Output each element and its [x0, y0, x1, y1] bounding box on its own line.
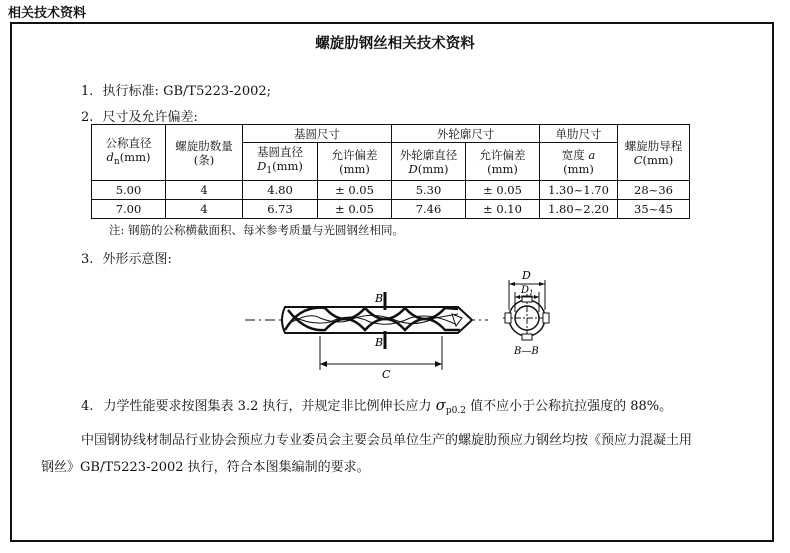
- section-label-b-top: B: [375, 292, 384, 305]
- pitch-label-c: C: [382, 368, 391, 381]
- header-outer-contour: 外轮廓尺寸: [392, 125, 540, 143]
- header-tolerance-2: 允许偏差 (mm): [466, 143, 540, 181]
- table-row: 7.00 4 6.73 ± 0.05 7.46 ± 0.10 1.80~2.20 35~45: [92, 200, 690, 219]
- cross-section: [503, 294, 551, 342]
- item-1-label: 执行标准:: [102, 84, 159, 99]
- item-1-num: 1.: [81, 84, 94, 99]
- item-2-num: 2.: [81, 110, 94, 125]
- paragraph-line-1: 中国钢协线材制品行业协会预应力专业委员会主要会员单位生产的螺旋肋预应力钢丝均按《预应力混凝土用: [81, 433, 693, 448]
- header-tolerance-1: 允许偏差 (mm): [318, 143, 392, 181]
- outer-diameter-label: D: [522, 269, 531, 282]
- header-outer-diameter: 外轮廓直径 D(mm): [392, 143, 466, 181]
- item-4: [81, 395, 672, 416]
- header-base-diameter: 基圆直径 $D_1(mm)$: [243, 143, 318, 181]
- header-rib-count: 螺旋肋数量 (条): [166, 125, 243, 181]
- item-3-num: 3.: [81, 252, 94, 267]
- base-diameter-label: $D_1$: [521, 285, 534, 297]
- item-4-num: 4.: [81, 399, 94, 414]
- header-base-circle: 基圆尺寸: [243, 125, 392, 143]
- page-header: 相关技术资料: [8, 6, 87, 21]
- header-lead: 螺旋肋导程 C(mm): [618, 125, 690, 181]
- wire-body: [282, 307, 472, 333]
- section-bb-label: B—B: [514, 346, 539, 357]
- sigma-symbol: σ: [435, 396, 446, 414]
- doc-title: 螺旋肋钢丝相关技术资料: [315, 36, 475, 52]
- section-label-b-bottom: B: [375, 336, 384, 349]
- table-row: 5.00 4 4.80 ± 0.05 5.30 ± 0.05 1.30~1.70 28~36: [92, 181, 690, 200]
- paragraph-line-2: 钢丝》GB/T5223-2002 执行，符合本图集编制的要求。: [41, 460, 370, 475]
- header-single-rib: 单肋尺寸: [540, 125, 618, 143]
- header-nominal-diameter: 公称直径 $d_n(mm)$: [92, 125, 166, 181]
- header-width: 宽度 a (mm): [540, 143, 618, 181]
- table-note: 注: 钢筋的公称横截面积、每米参考质量与光圆钢丝相同。: [109, 223, 405, 237]
- item-4-text: 力学性能要求按图集表 3.2 执行，并规定非比例伸长应力: [103, 399, 432, 414]
- item-3-label: 外形示意图:: [102, 252, 172, 267]
- item-1-value: GB/T5223-2002;: [163, 84, 272, 99]
- item-4-text-end: 值不应小于公称抗拉强度的 88%。: [470, 399, 673, 414]
- item-2-label: 尺寸及允许偏差:: [102, 110, 198, 125]
- sigma-subscript: p0.2: [445, 406, 466, 416]
